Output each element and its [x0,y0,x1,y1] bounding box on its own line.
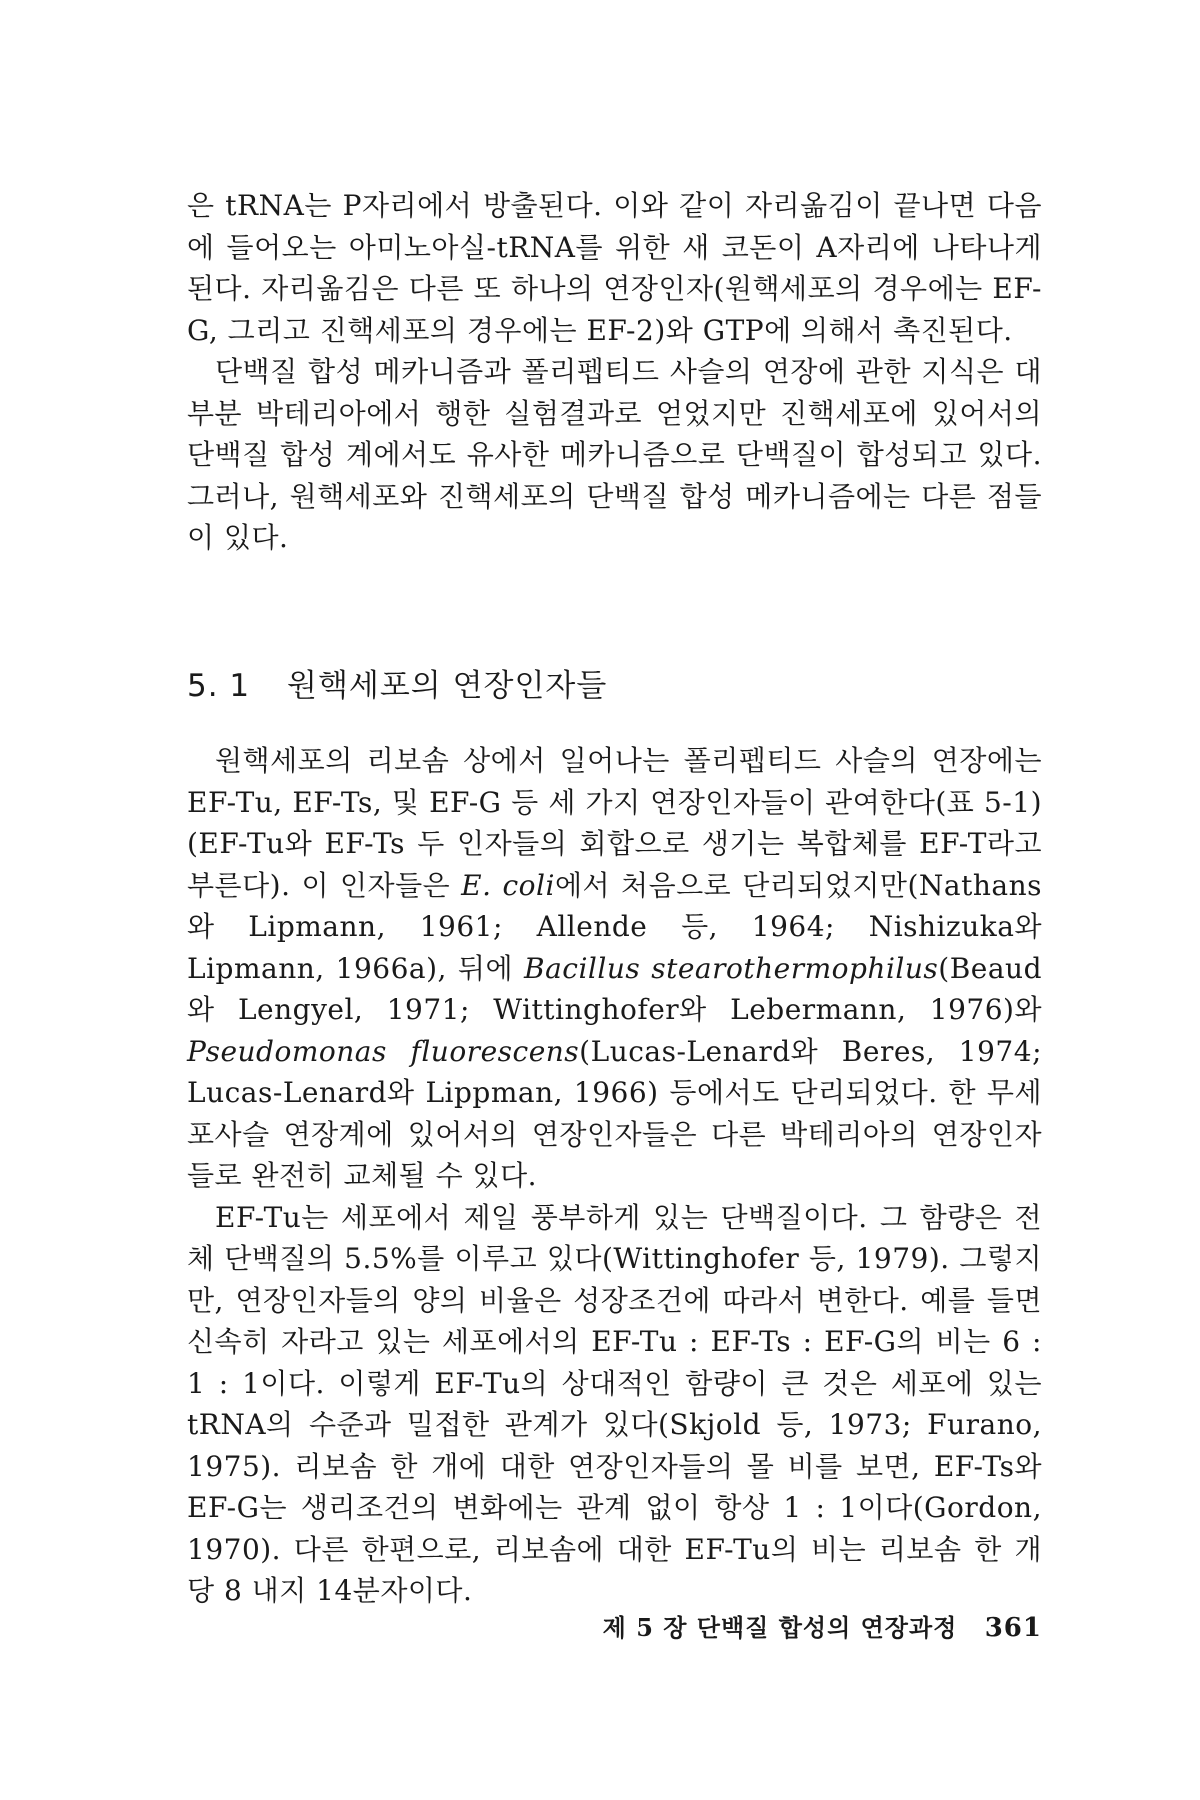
page-number: 361 [984,1613,1042,1643]
paragraph-mechanism: 단백질 합성 메카니즘과 폴리펩티드 사슬의 연장에 관한 지식은 대부분 박테리아에서 행한 실험결과로 얻었지만 진핵세포에 있어서의 단백질 합성 계에서도 유사한 메카니즘으로 단백질이 합성되고 있다. 그러나, 원핵세포와 진핵세포의 단백질 합성 메카니즘에는 다른 점들이 있다. [187,355,1042,554]
species-name: E. coli [461,868,555,902]
paragraph-text: 원핵세포의 리보솜 상에서 일어나는 폴리펩티드 사슬의 연장에는 EF-Tu, EF-Ts, 및 EF-G 등 세 가지 연장인자들이 관여한다(표 5-1) (EF-Tu와 EF-Ts 두 인자들의 회합으로 생기는 복합체를 EF-T라고 부른다). 이 인자들은 [187,744,1042,902]
species-name: Bacillus stearothermophilus [524,951,939,985]
section-number: 5. 1 [187,668,251,704]
species-name: Pseudomonas fluorescens [187,1034,580,1068]
paragraph-text: 에서 처음으로 단리되었지만(Nathans와 Lipmann, 1961; Allende 등, 1964; Nishizuka와 Lipmann, 1966a), 뒤에 [187,868,1042,985]
paragraph-text: (Beaud와 Lengyel, 1971; Wittinghofer와 Lebermann, 1976)와 [187,951,1042,1026]
text-block-top [187,185,1042,559]
section-heading [187,660,607,705]
paragraph-ef-tu-abundance: EF-Tu는 세포에서 제일 풍부하게 있는 단백질이다. 그 함량은 전체 단백질의 5.5%를 이루고 있다(Wittinghofer 등, 1979). 그렇지만, 연장인자들의 양의 비율은 성장조건에 따라서 변한다. 예를 들면 신속히 자라고 있는 세포에서의 EF-Tu : EF-Ts : EF-G의 비는 6 : 1 : 1이다. 이렇게 EF-Tu의 상대적인 함량이 큰 것은 세포에 있는 tRNA의 수준과 밀접한 관계가 있다(Skjold 등, 1973; Furano, 1975). 리보솜 한 개에 대한 연장인자들의 몰 비를 보면, EF-Ts와 EF-G는 생리조건의 변화에는 관계 없이 항상 1 : 1이다(Gordon, 1970). 다른 한편으로, 리보솜에 대한 EF-Tu의 비는 리보솜 한 개 당 8 내지 14분자이다. [187,1200,1042,1607]
section-title: 원핵세포의 연장인자들 [287,668,608,704]
page-footer [520,1608,1042,1643]
text-block-section [187,740,1042,1612]
paragraph-continuation: 은 tRNA는 P자리에서 방출된다. 이와 같이 자리옮김이 끝나면 다음에 들어오는 아미노아실-tRNA를 위한 새 코돈이 A자리에 나타나게 된다. 자리옮김은 다른 또 하나의 연장인자(원핵세포의 경우에는 EF-G, 그리고 진핵세포의 경우에는 EF-2)와 GTP에 의해서 촉진된다. [187,189,1042,347]
paragraph-text: (Lucas-Lenard와 Beres, 1974; Lucas-Lenard와 Lippman, 1966) 등에서도 단리되었다. 한 무세포사슬 연장계에 있어서의 연장인자들은 다른 박테리아의 연장인자들로 완전히 교체될 수 있다. [187,1034,1042,1192]
paragraph-elongation-factors [187,740,1042,1197]
chapter-title: 제 5 장 단백질 합성의 연장과정 [602,1613,958,1642]
